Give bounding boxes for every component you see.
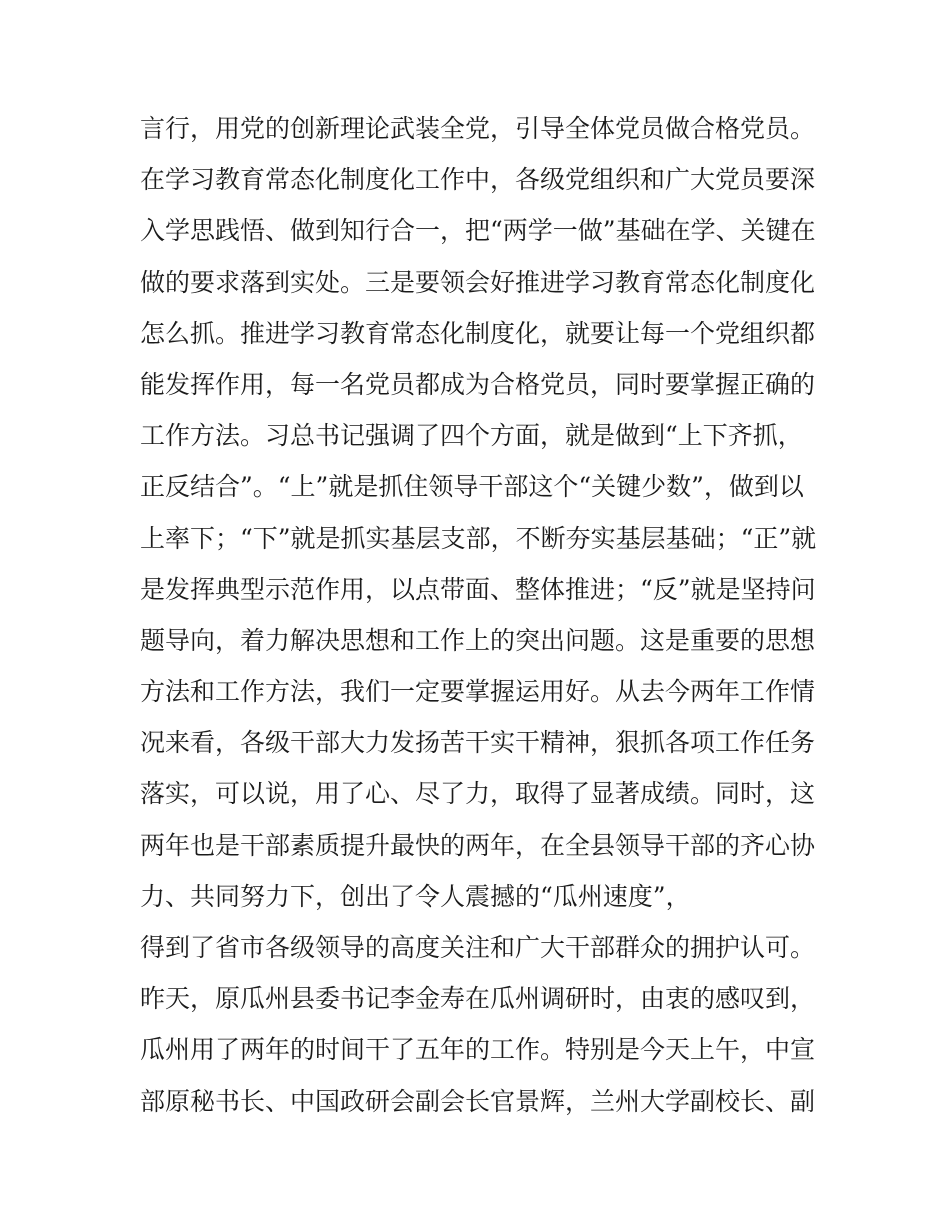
text-line: 昨天，原瓜州县委书记李金寿在瓜州调研时，由衷的感叹到，: [140, 984, 816, 1014]
text-line: 能发挥作用，每一名党员都成为合格党员，同时要掌握正确的: [140, 369, 816, 399]
text-line: 上率下；“下”就是抓实基层支部，不断夯实基层基础；“正”就: [140, 523, 817, 553]
text-line: 工作方法。习总书记强调了四个方面，就是做到“上下齐抓，: [140, 421, 803, 451]
text-line: 力、共同努力下，创出了令人震撼的“瓜州速度”，: [140, 881, 691, 911]
text-line: 正反结合”。“上”就是抓住领导干部这个“关键少数”，做到以: [140, 472, 804, 502]
text-line: 落实，可以说，用了心、尽了力，取得了显著成绩。同时，这: [140, 779, 816, 809]
body-text: [140, 103, 830, 1127]
text-line: 言行，用党的创新理论武装全党，引导全体党员做合格党员。: [140, 114, 816, 143]
text-line: 怎么抓。推进学习教育常态化制度化，就要让每一个党组织都: [140, 318, 816, 348]
text-line: 方法和工作方法，我们一定要掌握运用好。从去今两年工作情: [140, 677, 816, 707]
text-line: 是发挥典型示范作用，以点带面、整体推进；“反”就是坚持问: [140, 574, 816, 604]
text-line: 入学思践悟、做到知行合一，把“两学一做”基础在学、关键在: [140, 216, 816, 246]
text-line: 况来看，各级干部大力发扬苦干实干精神，狠抓各项工作任务: [140, 728, 816, 758]
text-line: 瓜州用了两年的时间干了五年的工作。特别是今天上午，中宣: [140, 1035, 816, 1065]
text-line: 得到了省市各级领导的高度关注和广大干部群众的拥护认可。: [140, 933, 816, 962]
text-line: 做的要求落到实处。三是要领会好推进学习教育常态化制度化: [140, 267, 816, 297]
text-line: 两年也是干部素质提升最快的两年，在全县领导干部的齐心协: [140, 830, 816, 860]
text-line: 部原秘书长、中国政研会副会长官景辉，兰州大学副校长、副: [140, 1086, 816, 1116]
text-line: 在学习教育常态化制度化工作中，各级党组织和广大党员要深: [140, 165, 816, 195]
text-line: 题导向，着力解决思想和工作上的突出问题。这是重要的思想: [140, 625, 816, 655]
